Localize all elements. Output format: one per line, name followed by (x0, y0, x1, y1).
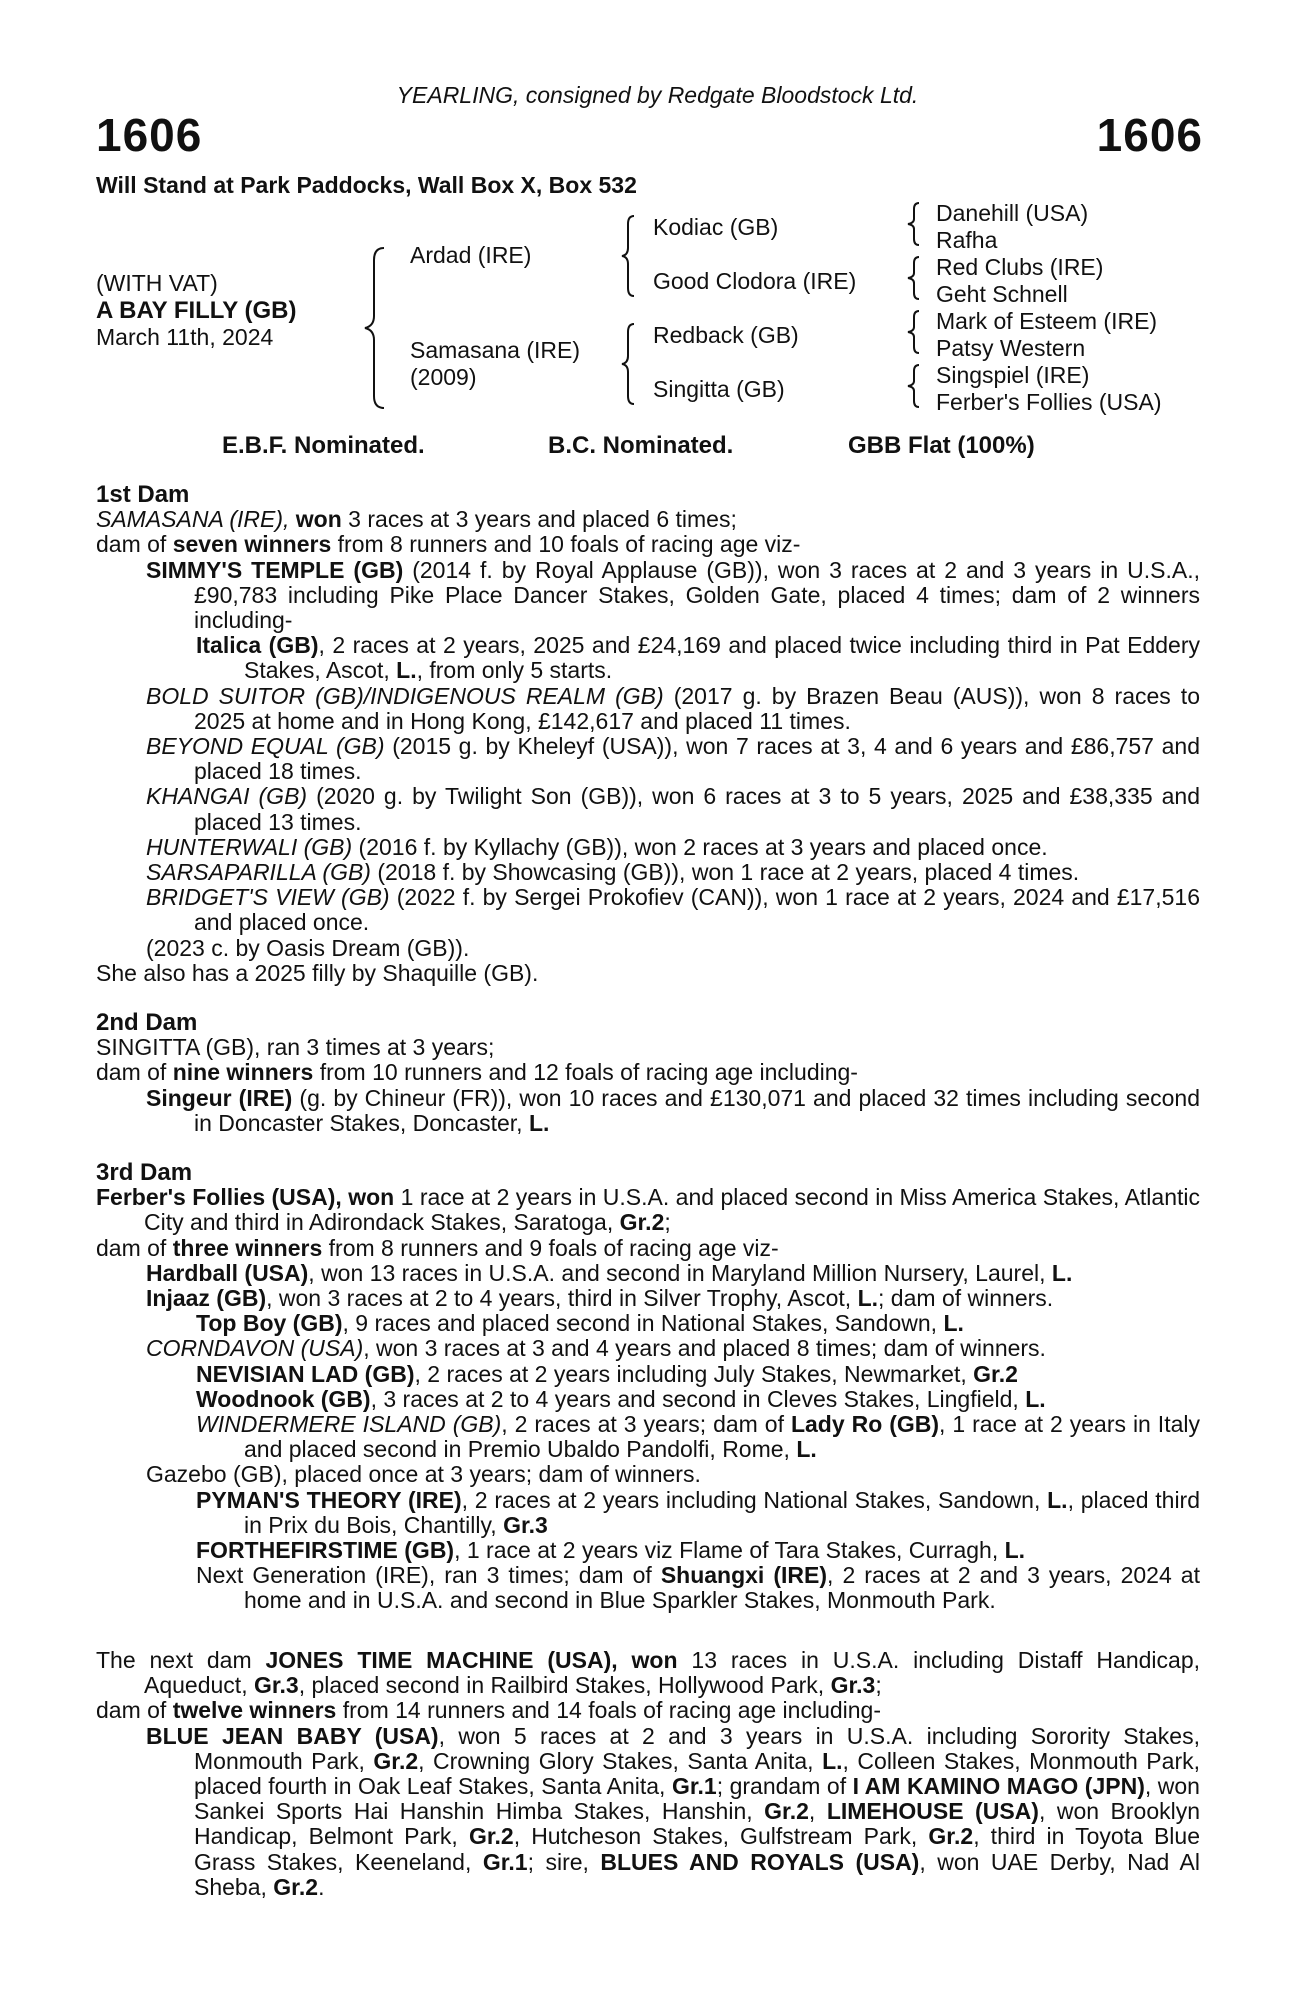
gen4-singspiel: Singspiel (IRE) (936, 362, 1090, 388)
produce-entry: Next Generation (IRE), ran 3 times; dam of Shuangxi (IRE), 2 races at 2 and 3 years, 2024 at home and in U.S.A. and second in Blue Sparkler Stakes, Monmouth Park. (196, 1562, 1200, 1614)
produce-entry: SARSAPARILLA (GB) (2018 f. by Showcasing (GB)), won 1 race at 2 years, placed 4 times. (146, 859, 1080, 886)
dam-name: Samasana (IRE) (410, 337, 581, 363)
produce-entry: BRIDGET'S VIEW (GB) (2022 f. by Sergei Prokofiev (CAN)), won 1 race at 2 years, 2024 and £17,516 and placed once. (146, 884, 1200, 936)
won-label: won (295, 506, 342, 533)
gen4-rafha: Rafha (936, 227, 998, 253)
third-dam-section (96, 1160, 1200, 1614)
produce-entry: PYMAN'S THEORY (IRE), 2 races at 2 years including National Stakes, Sandown, L., placed third in Prix du Bois, Chantilly, Gr.3 (196, 1486, 1200, 1538)
ebf-nomination: E.B.F. Nominated. (222, 432, 425, 459)
gen4-ferbers-follies: Ferber's Follies (USA) (936, 389, 1162, 415)
produce-entry: BEYOND EQUAL (GB) (2015 g. by Kheleyf (USA)), won 7 races at 3, 4 and 6 years and £86,757 and placed 18 times. (146, 733, 1200, 785)
produce-entry: KHANGAI (GB) (2020 g. by Twilight Son (GB)), won 6 races at 3 to 5 years, 2025 and £38,335 and placed 13 times. (146, 783, 1200, 835)
pedigree-brace-g4-2 (906, 255, 922, 301)
produce-entry: BLUE JEAN BABY (USA), won 5 races at 2 and 3 years in U.S.A. including Sorority Stakes, Monmouth Park, Gr.2, Crowning Glory Stakes, Santa Anita, L., Colleen Stakes, Monmouth Park, placed fourth in Oak Leaf Stakes, Santa Anita, Gr.1; grandam of I AM KAMINO MAGO (JPN), won Sankei Sports Hai Hanshin Himba Stakes, Hanshin, Gr.2, LIMEHOUSE (USA), won Brooklyn Handicap, Belmont Park, Gr.2, Hutcheson Stakes, Gulfstream Park, Gr.2, third in Toyota Blue Grass Stakes, Keeneland, Gr.1; sire, BLUES AND ROYALS (USA), won UAE Derby, Nad Al Sheba, Gr.2. (146, 1722, 1201, 1900)
produce-entry: Injaaz (GB), won 3 races at 2 to 4 years, third in Silver Trophy, Ascot, L.; dam of winners. (146, 1285, 1054, 1312)
gen4-mark-of-esteem: Mark of Esteem (IRE) (936, 308, 1158, 334)
pedigree-brace-dam (620, 322, 638, 406)
horse-dob: March 11th, 2024 (96, 324, 274, 350)
third-dam-title: 3rd Dam (96, 1159, 193, 1186)
produce-entry: WINDERMERE ISLAND (GB), 2 races at 3 years; dam of Lady Ro (GB), 1 race at 2 years in Italy and placed second in Premio Ubaldo Pandolfi, Rome, L. (196, 1411, 1200, 1463)
second-dam-line: SINGITTA (GB), ran 3 times at 3 years; (96, 1034, 495, 1061)
produce-entry: SIMMY'S TEMPLE (GB) (2014 f. by Royal Applause (GB)), won 3 races at 2 and 3 years in U.S.A., £90,783 including Pike Place Dancer Stakes, Golden Gate, placed 4 times; dam of 2 winners including- (146, 556, 1200, 634)
gen4-danehill: Danehill (USA) (936, 200, 1089, 226)
lot-number-left: 1606 (96, 109, 203, 161)
pedigree-brace-g4-1 (906, 201, 922, 247)
first-dam-line (96, 507, 1200, 532)
first-dam-title: 1st Dam (96, 481, 190, 508)
second-dam-section (96, 1010, 1200, 1136)
bc-nomination: B.C. Nominated. (548, 432, 734, 459)
produce-entry: Gazebo (GB), placed once at 3 years; dam of winners. (146, 1461, 701, 1488)
produce-entry: NEVISIAN LAD (GB), 2 races at 2 years including July Stakes, Newmarket, Gr.2 (196, 1360, 1018, 1387)
produce-entry: CORNDAVON (USA), won 3 races at 3 and 4 years and placed 8 times; dam of winners. (146, 1335, 1046, 1362)
pedigree-brace-main (362, 246, 388, 410)
produce-entry: BOLD SUITOR (GB)/INDIGENOUS REALM (GB) (2017 g. by Brazen Beau (AUS)), won 8 races to 2025 at home and in Hong Kong, £142,617 and placed 11 times. (146, 682, 1200, 734)
produce-entry: Singeur (IRE) (g. by Chineur (FR)), won 10 races and £130,071 and placed 32 times including second in Doncaster Stakes, Doncaster, L. (146, 1084, 1200, 1136)
first-dam-also: She also has a 2025 filly by Shaquille (GB). (96, 959, 539, 986)
produce-entry: (2023 c. by Oasis Dream (GB)). (146, 934, 470, 961)
sire-name: Ardad (IRE) (410, 242, 532, 268)
catalogue-subtitle: YEARLING, consigned by Redgate Bloodstock Ltd. (396, 82, 919, 108)
lot-number-right: 1606 (1096, 109, 1203, 161)
second-dam-produce-summary: dam of nine winners from 10 runners and 12 foals of racing age including- (96, 1059, 858, 1086)
produce-entry: HUNTERWALI (GB) (2016 f. by Kyllachy (GB)), won 2 races at 3 years and placed once. (146, 833, 1048, 860)
horse-name: A BAY FILLY (GB) (96, 297, 297, 324)
gen4-red-clubs: Red Clubs (IRE) (936, 254, 1104, 280)
gbb-flat: GBB Flat (100%) (848, 432, 1035, 459)
gen3-redback: Redback (GB) (653, 322, 799, 348)
produce-entry: Top Boy (GB), 9 races and placed second in National Stakes, Sandown, L. (196, 1310, 964, 1337)
produce-entry: Woodnook (GB), 3 races at 2 to 4 years and second in Cleves Stakes, Lingfield, L. (196, 1385, 1046, 1412)
produce-entry: Italica (GB), 2 races at 2 years, 2025 and £24,169 and placed twice including third in Pat Eddery Stakes, Ascot, L., from only 5 starts. (196, 632, 1200, 684)
second-dam-title: 2nd Dam (96, 1009, 198, 1036)
pedigree-brace-g4-4 (906, 363, 922, 409)
gen3-kodiac: Kodiac (GB) (653, 214, 779, 240)
gen4-geht-schnell: Geht Schnell (936, 281, 1068, 307)
gen3-singitta: Singitta (GB) (653, 376, 785, 402)
vat-note: (WITH VAT) (96, 270, 218, 296)
first-dam-name: SAMASANA (IRE), (96, 506, 290, 533)
produce-entry: Hardball (USA), won 13 races in U.S.A. and second in Maryland Million Nursery, Laurel, L. (146, 1259, 1073, 1286)
gen3-good-clodora: Good Clodora (IRE) (653, 268, 857, 294)
third-dam-line: Ferber's Follies (USA), won 1 race at 2 years in U.S.A. and placed second in Miss America Stakes, Atlantic City and third in Adirondack Stakes, Saratoga, Gr.2; (96, 1184, 1200, 1236)
first-dam-section (96, 482, 1200, 986)
produce-entry: FORTHEFIRSTIME (GB), 1 race at 2 years viz Flame of Tara Stakes, Curragh, L. (196, 1537, 1026, 1564)
dam-year: (2009) (410, 364, 477, 390)
next-dam-produce-summary: dam of twelve winners from 14 runners and 14 foals of racing age including- (96, 1697, 881, 1724)
pedigree-brace-sire (620, 214, 638, 298)
next-dam-line: The next dam JONES TIME MACHINE (USA), won 13 races in U.S.A. including Distaff Handicap, Aqueduct, Gr.3, placed second in Railbird Stakes, Hollywood Park, Gr.3; (96, 1647, 1201, 1699)
gen4-patsy-western: Patsy Western (936, 335, 1086, 361)
pedigree-brace-g4-3 (906, 309, 922, 355)
first-dam-produce-summary: dam of seven winners from 8 runners and 10 foals of racing age viz- (96, 531, 801, 558)
next-dam-section (96, 1648, 1200, 1900)
stand-location: Will Stand at Park Paddocks, Wall Box X, Box 532 (96, 172, 637, 198)
third-dam-produce-summary: dam of three winners from 8 runners and 9 foals of racing age viz- (96, 1234, 779, 1261)
first-dam-record: 3 races at 3 years and placed 6 times; (341, 506, 737, 533)
